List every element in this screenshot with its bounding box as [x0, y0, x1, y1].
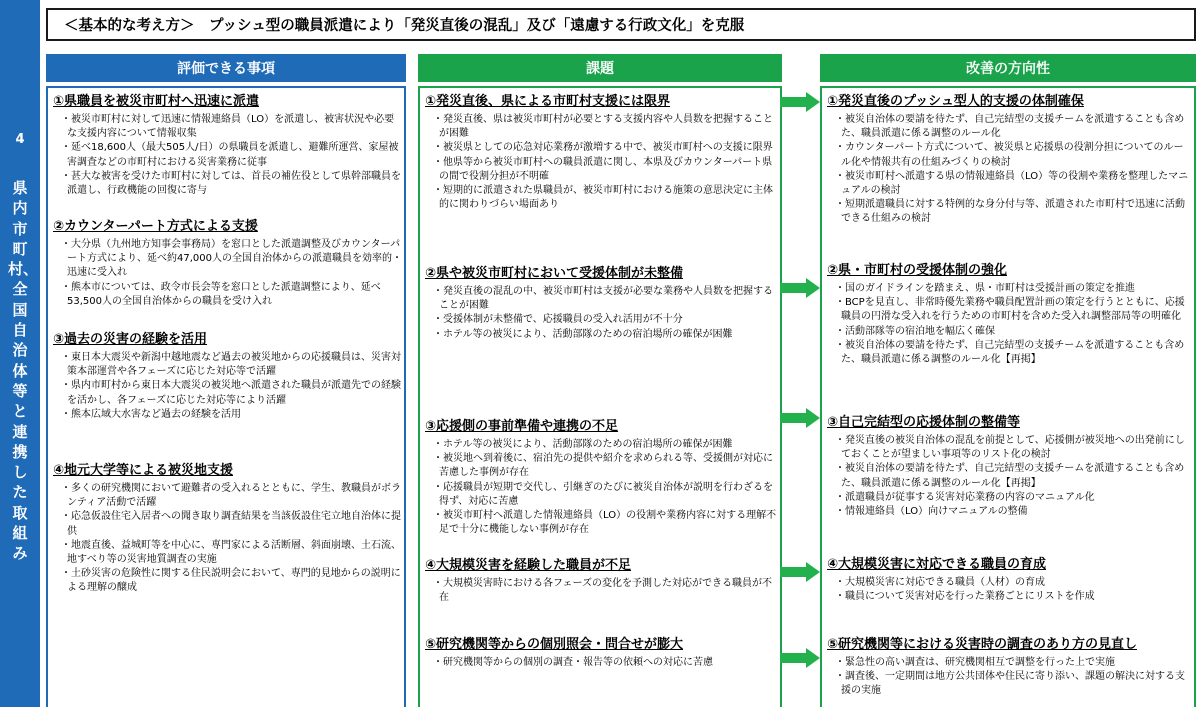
right-arrow-icon: [780, 92, 820, 112]
improvement-item: [827, 636, 1193, 699]
bullet-list: [425, 438, 777, 537]
bullet-item: ・ 熊本市については、政令市長会等を窓口とした派遣調整により、延べ53,500人の全国自治体からの職員を受け入れ: [67, 281, 403, 309]
bullet-item: ・ 職員について災害対応を行った業務ごとにリストを作成: [841, 590, 1193, 604]
evaluated-item: [53, 462, 403, 596]
bullet-item: ・ 延べ18,600人（最大505人/日）の県職員を派遣し、避難所運営、家屋被害調査などの市町村における災害業務に従事: [67, 141, 403, 169]
bullet-item: ・ 甚大な被害を受けた市町村に対しては、首長の補佐役として県幹部職員を派遣し、行政機能の回復に寄与: [67, 170, 403, 198]
bullet-item: ・ 被災市町村に対して迅速に情報連絡員（LO）を派遣し、被害状況や必要な支援内容について情報収集: [67, 113, 403, 141]
improvement-item: [827, 414, 1193, 519]
bullet-item: ・ 被災市町村へ派遣する県の情報連絡員（LO）等の役割や業務を整理したマニュアルの検討: [841, 170, 1193, 198]
bullet-item: ・ 被災自治体の要請を待たず、自己完結型の支援チームを派遣することも含めた、職員派遣に係る調整のルール化: [841, 113, 1193, 141]
bullet-item: ・ 土砂災害の危険性に関する住民説明会において、専門的見地からの説明による理解の醸成: [67, 567, 403, 595]
bullet-item: ・ 国のガイドラインを踏まえ、県・市町村は受援計画の策定を推進: [841, 282, 1193, 296]
bullet-item: ・ BCPを見直し、非常時優先業務や職員配置計画の策定を行うとともに、応援職員の円滑な受入れを行うための市町村を含めた受入れ調整部局等の明確化: [841, 296, 1193, 324]
bullet-item: ・ ホテル等の被災により、活動部隊のための宿泊場所の確保が困難: [439, 328, 777, 342]
issue-item: [425, 93, 777, 212]
page-title: ＜基本的な考え方＞ プッシュ型の職員派遣により「発災直後の混乱」及び「遠慮する行政文化」を克服: [46, 8, 1196, 41]
bullet-item: ・ 短期的に派遣された県職員が、被災市町村における施策の意思決定に主体的に関わりづらい場面あり: [439, 184, 777, 212]
bullet-item: ・ 県内市町村から東日本大震災の被災地へ派遣された職員が派遣先での経験を活かし、各フェーズに応じた対応等により活躍: [67, 379, 403, 407]
bullet-item: ・ 大分県（九州地方知事会事務局）を窓口とした派遣調整及びカウンターパート方式により、延べ約47,000人の全国自治体からの派遣職員を効率的・迅速に受入れ: [67, 238, 403, 281]
bullet-list: [827, 434, 1193, 519]
issue-item: [425, 636, 777, 670]
evaluated-item: [53, 93, 403, 198]
bullet-item: ・ 応援職員が短期で交代し、引継ぎのたびに被災自治体が説明を行わざるを得ず、対応に苦慮: [439, 481, 777, 509]
improvement-item: [827, 262, 1193, 367]
bullet-item: ・ 発災直後の混乱の中、被災市町村は支援が必要な業務や人員数を把握することが困難: [439, 285, 777, 313]
bullet-item: ・ カウンターパート方式について、被災県と応援県の役割分担についてのルール化や情報共有の仕組みづくりの検討: [841, 141, 1193, 169]
bullet-list: [53, 482, 403, 596]
bullet-list: [827, 576, 1193, 604]
bullet-item: ・ 被災県としての応急対応業務が激増する中で、被災市町村への支援に限界: [439, 141, 777, 155]
bullet-list: [53, 238, 403, 309]
bullet-list: [827, 656, 1193, 699]
column-header-improvements: 改善の方向性: [820, 54, 1196, 82]
bullet-item: ・ 研究機関等からの個別の調査・報告等の依頼への対応に苦慮: [439, 656, 777, 670]
issue-item: [425, 557, 777, 605]
item-title: ④大規模災害に対応できる職員の育成: [827, 557, 1047, 572]
item-title: ②カウンターパート方式による支援: [53, 219, 258, 234]
bullet-item: ・ 受援体制が未整備で、応援職員の受入れ活用が不十分: [439, 313, 777, 327]
item-title: ②県・市町村の受援体制の強化: [827, 263, 1008, 278]
bullet-item: ・ 緊急性の高い調査は、研究機関相互で調整を行った上で実施: [841, 656, 1193, 670]
right-arrow-icon: [780, 278, 820, 298]
bullet-item: ・ 熊本広域大水害など過去の経験を活用: [67, 408, 403, 422]
item-title: ③応援側の事前準備や連携の不足: [425, 419, 619, 434]
sidebar: [0, 0, 40, 707]
bullet-item: ・ 大規模災害に対応できる職員（人材）の育成: [841, 576, 1193, 590]
bullet-item: ・ 他県等から被災市町村への職員派遣に関し、本県及びカウンターパート県の間で役割分担が不明確: [439, 156, 777, 184]
bullet-item: ・ 東日本大震災や新潟中越地震など過去の被災地からの応援職員は、災害対策本部運営や各フェーズに応じた対応等で活躍: [67, 351, 403, 379]
bullet-item: ・ 情報連絡員（LO）向けマニュアルの整備: [841, 505, 1193, 519]
item-title: ①県職員を被災市町村へ迅速に派遣: [53, 94, 260, 109]
section-number: 4: [15, 132, 25, 147]
item-title: ⑤研究機関等からの個別照会・問合せが膨大: [425, 637, 684, 652]
item-title: ⑤研究機関等における災害時の調査のあり方の見直し: [827, 637, 1138, 652]
bullet-list: [425, 577, 777, 605]
item-title: ①発災直後のプッシュ型人的支援の体制確保: [827, 94, 1084, 109]
bullet-item: ・ 地震直後、益城町等を中心に、専門家による活断層、斜面崩壊、土石流、地すべり等の災害地質調査の実施: [67, 539, 403, 567]
bullet-item: ・ 派遣職員が従事する災害対応業務の内容のマニュアル化: [841, 491, 1193, 505]
item-title: ③過去の災害の経験を活用: [53, 332, 208, 347]
improvement-item: [827, 93, 1193, 227]
evaluated-item: [53, 331, 403, 422]
bullet-list: [425, 656, 777, 670]
bullet-item: ・ 短期派遣職員に対する特例的な身分付与等、派遣された市町村で迅速に活動できる仕組みの検討: [841, 198, 1193, 226]
item-title: ①発災直後、県による市町村支援には限界: [425, 94, 671, 109]
column-header-issues: 課題: [418, 54, 782, 82]
bullet-list: [425, 113, 777, 212]
right-arrow-icon: [780, 408, 820, 428]
right-arrow-icon: [780, 562, 820, 582]
bullet-list: [53, 351, 403, 422]
section-title: 県内市町村、全国自治体等と連携した取組み: [8, 179, 39, 563]
bullet-item: ・ 多くの研究機関において避難者の受入れるとともに、学生、教職員がボランティア活動で活躍: [67, 482, 403, 510]
bullet-item: ・ 調査後、一定期間は地方公共団体や住民に寄り添い、課題の解決に対する支援の実施: [841, 670, 1193, 698]
item-title: ②県や被災市町村において受援体制が未整備: [425, 266, 684, 281]
bullet-item: ・ 発災直後、県は被災市町村が必要とする支援内容や人員数を把握することが困難: [439, 113, 777, 141]
bullet-item: ・ 応急仮設住宅入居者への聞き取り調査結果を当該仮設住宅立地自治体に提供: [67, 510, 403, 538]
evaluated-item: [53, 218, 403, 309]
bullet-item: ・ 大規模災害時における各フェーズの変化を予測した対応ができる職員が不在: [439, 577, 777, 605]
bullet-item: ・ 被災地へ到着後に、宿泊先の提供や紹介を求められる等、受援側が対応に苦慮した事例が存在: [439, 452, 777, 480]
bullet-item: ・ 被災自治体の要請を待たず、自己完結型の支援チームを派遣することも含めた、職員派遣に係る調整のルール化【再掲】: [841, 339, 1193, 367]
right-arrow-icon: [780, 648, 820, 668]
bullet-item: ・ 活動部隊等の宿泊地を幅広く確保: [841, 325, 1193, 339]
item-title: ③自己完結型の応援体制の整備等: [827, 415, 1021, 430]
issue-item: [425, 265, 777, 342]
bullet-list: [53, 113, 403, 198]
improvement-item: [827, 556, 1193, 604]
bullet-item: ・ ホテル等の被災により、活動部隊のための宿泊場所の確保が困難: [439, 438, 777, 452]
bullet-item: ・ 被災市町村へ派遣した情報連絡員（LO）の役割や業務内容に対する理解不足で十分に機能しない事例が存在: [439, 509, 777, 537]
item-title: ④地元大学等による被災地支援: [53, 463, 234, 478]
item-title: ④大規模災害を経験した職員が不足: [425, 558, 632, 573]
column-header-evaluated: 評価できる事項: [46, 54, 406, 82]
bullet-list: [827, 282, 1193, 367]
bullet-list: [425, 285, 777, 342]
bullet-list: [827, 113, 1193, 227]
bullet-item: ・ 被災自治体の要請を待たず、自己完結型の支援チームを派遣することも含めた、職員派遣に係る調整のルール化【再掲】: [841, 462, 1193, 490]
issue-item: [425, 418, 777, 537]
bullet-item: ・ 発災直後の被災自治体の混乱を前提として、応援側が被災地への出発前にしておくことが望ましい事項等のリスト化の検討: [841, 434, 1193, 462]
